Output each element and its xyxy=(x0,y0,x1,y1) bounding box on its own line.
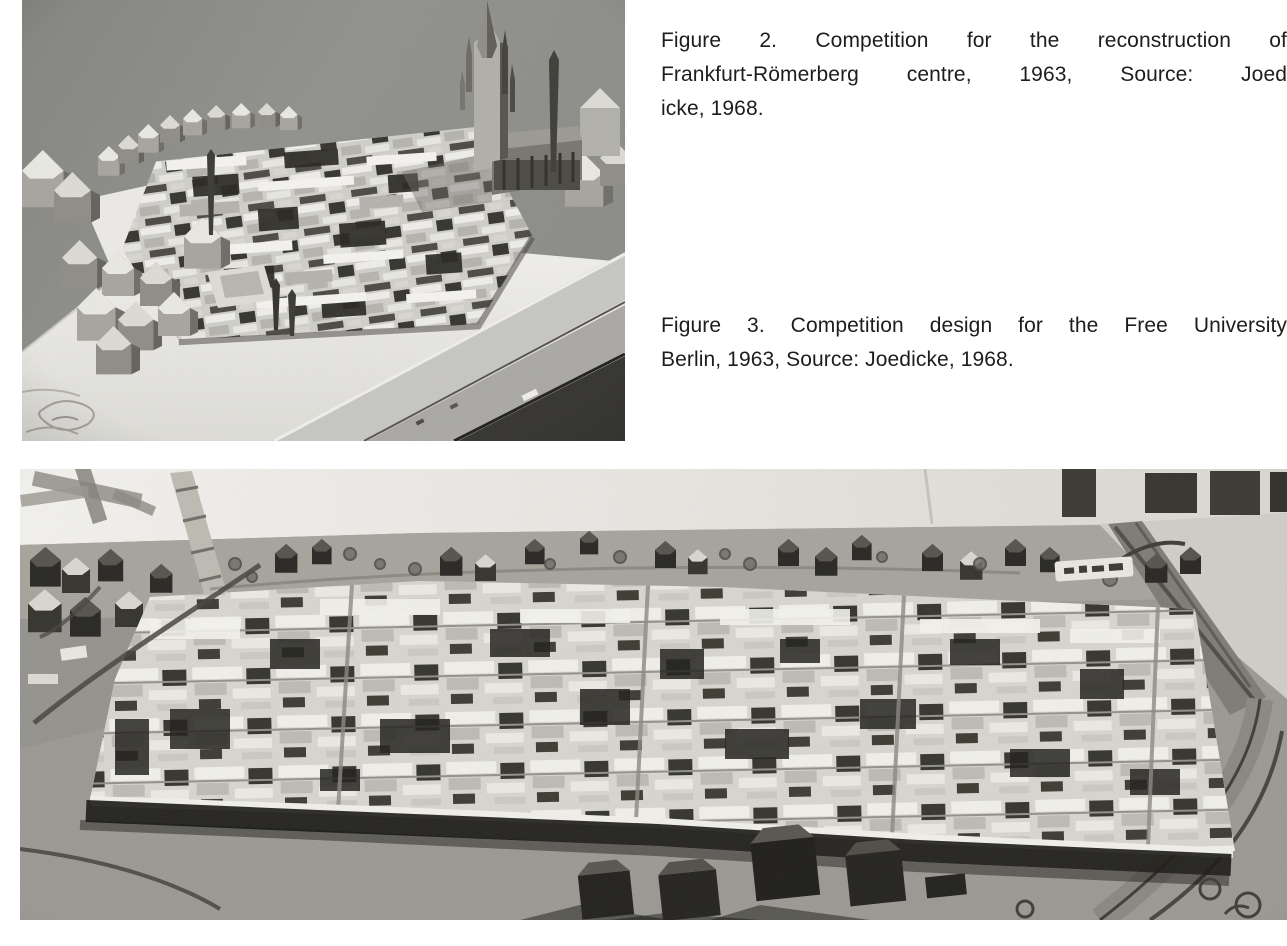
figure2-photo-frankfurt-model xyxy=(22,0,625,441)
vignette xyxy=(20,469,1287,920)
figure3-caption-line1: Figure 3. Competition design for the Free University xyxy=(661,314,1287,337)
vignette xyxy=(22,0,625,441)
figure2-caption-line3: icke, 1968. xyxy=(661,97,764,120)
figure3-caption-line2: Berlin, 1963, Source: Joedicke, 1968. xyxy=(661,348,1014,371)
berlin-model-illustration xyxy=(20,469,1287,920)
figure2-caption-line2: Frankfurt-Römerberg centre, 1963, Source: Joed xyxy=(661,63,1287,86)
figure3-photo-berlin-model xyxy=(20,469,1287,920)
frankfurt-model-illustration xyxy=(22,0,625,441)
figure2-caption-line1: Figure 2. Competition for the reconstruction of xyxy=(661,29,1287,52)
figure2-caption xyxy=(661,24,1287,126)
figure3-caption xyxy=(661,309,1287,377)
